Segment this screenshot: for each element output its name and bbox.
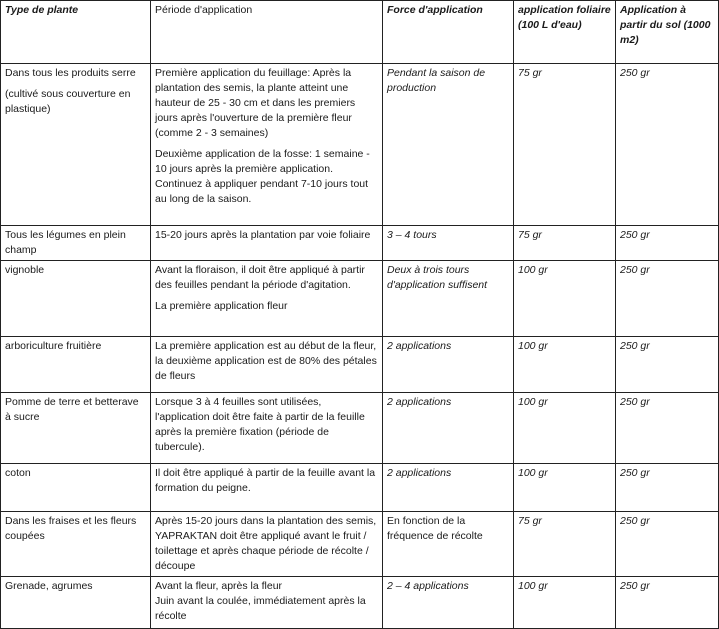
cell-force: Pendant la saison de production [383, 64, 514, 226]
cell-foliaire: 100 gr [514, 577, 616, 629]
cell-force: En fonction de la fréquence de récolte [383, 512, 514, 577]
header-sol: Application à partir du sol (1000 m2) [616, 1, 719, 64]
cell-periode: Il doit être appliqué à partir de la feuille avant la formation du peigne. [151, 464, 383, 512]
cell-foliaire: 100 gr [514, 464, 616, 512]
table-row [1, 577, 719, 629]
cell-periode: Avant la fleur, après la fleur Juin avant la coulée, immédiatement après la récolte [151, 577, 383, 629]
cell-type: arboriculture fruitière [1, 337, 151, 393]
cell-type: Dans tous les produits serre (cultivé sous couverture en plastique) [1, 64, 151, 226]
cell-force: 2 applications [383, 337, 514, 393]
cell-force: 3 – 4 tours [383, 226, 514, 261]
header-type-de-plante: Type de plante [1, 1, 151, 64]
cell-type: Pomme de terre et betterave à sucre [1, 393, 151, 464]
cell-foliaire: 75 gr [514, 64, 616, 226]
cell-type: vignoble [1, 261, 151, 337]
cell-type: coton [1, 464, 151, 512]
header-force: Force d'application [383, 1, 514, 64]
cell-sol: 250 gr [616, 512, 719, 577]
table-row [1, 226, 719, 261]
cell-foliaire: 75 gr [514, 226, 616, 261]
table-row [1, 337, 719, 393]
header-periode: Période d'application [151, 1, 383, 64]
cell-periode: Après 15-20 jours dans la plantation des semis, YAPRAKTAN doit être appliqué avant le fruit / toilettage et après chaque période de récolte / découpe [151, 512, 383, 577]
cell-force: 2 applications [383, 464, 514, 512]
cell-foliaire: 100 gr [514, 393, 616, 464]
cell-foliaire: 100 gr [514, 261, 616, 337]
cell-periode: Avant la floraison, il doit être appliqué à partir des feuilles pendant la période d'agitation. La première application fleur [151, 261, 383, 337]
cell-sol: 250 gr [616, 261, 719, 337]
cell-sol: 250 gr [616, 226, 719, 261]
cell-sol: 250 gr [616, 577, 719, 629]
header-foliaire: application foliaire (100 L d'eau) [514, 1, 616, 64]
cell-sol: 250 gr [616, 337, 719, 393]
table-row [1, 512, 719, 577]
table-row [1, 64, 719, 226]
cell-force: 2 – 4 applications [383, 577, 514, 629]
table-row [1, 261, 719, 337]
cell-foliaire: 75 gr [514, 512, 616, 577]
header-row [1, 1, 719, 64]
cell-periode: La première application est au début de la fleur, la deuxième application est de 80% des pétales de fleurs [151, 337, 383, 393]
cell-sol: 250 gr [616, 464, 719, 512]
cell-type: Tous les légumes en plein champ [1, 226, 151, 261]
cell-type: Grenade, agrumes [1, 577, 151, 629]
cell-type: Dans les fraises et les fleurs coupées [1, 512, 151, 577]
cell-periode: 15-20 jours après la plantation par voie foliaire [151, 226, 383, 261]
cell-sol: 250 gr [616, 64, 719, 226]
cell-periode: Lorsque 3 à 4 feuilles sont utilisées, l'application doit être faite à partir de la feuille après la première fixation (période de tubercule). [151, 393, 383, 464]
cell-sol: 250 gr [616, 393, 719, 464]
table-row [1, 464, 719, 512]
cell-periode: Première application du feuillage: Après la plantation des semis, la plante atteint une hauteur de 25 - 30 cm et dans les premiers jours après l'ouverture de la première fleur (comme 2 - 3 semaines) Deuxième application de la fosse: 1 semaine - 10 jours après la première application. Continuez à appliquer pendant 7-10 jours tout au long de la saison. [151, 64, 383, 226]
cell-force: 2 applications [383, 393, 514, 464]
cell-force: Deux à trois tours d'application suffisent [383, 261, 514, 337]
cell-foliaire: 100 gr [514, 337, 616, 393]
table-row [1, 393, 719, 464]
